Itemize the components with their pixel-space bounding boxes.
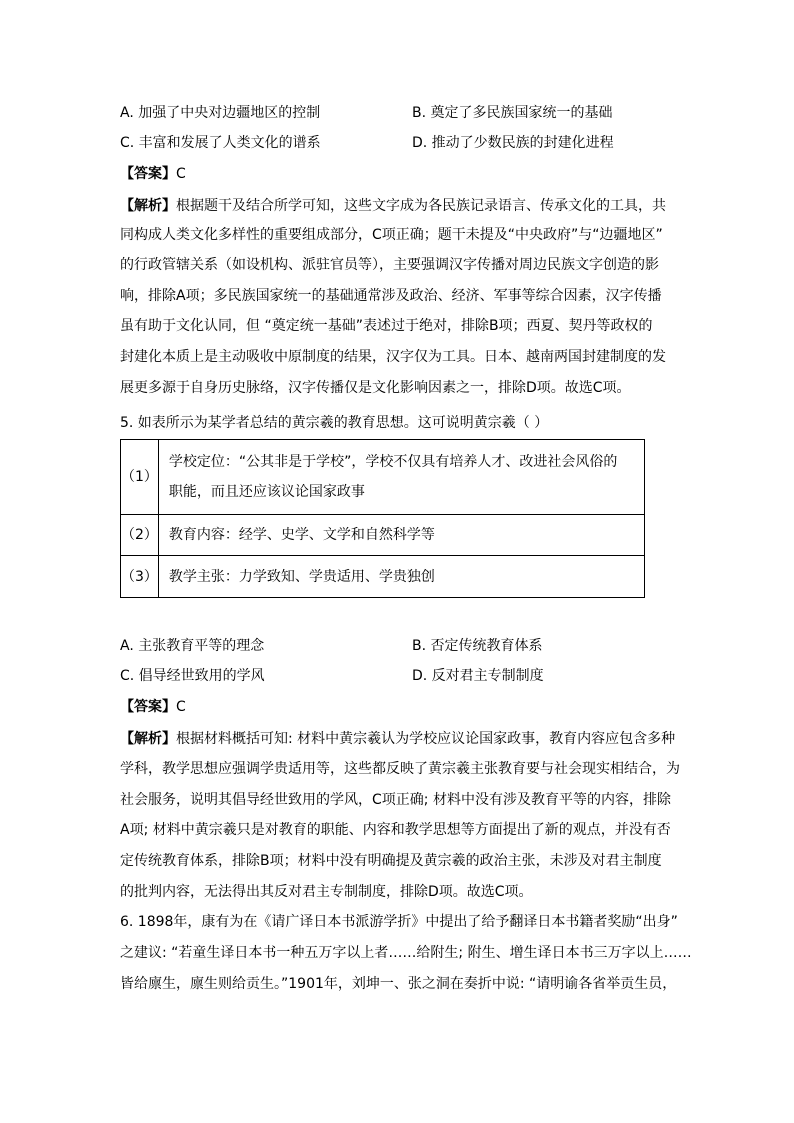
q4-analysis-line: 的行政管辖关系（如设机构、派驻官员等），主要强调汉字传播对周边民族文字创造的影 xyxy=(120,257,659,273)
q5-analysis-line: 的批判内容，无法得出其反对君主专制制度，排除D项。故选C项。 xyxy=(120,884,533,900)
analysis-text: 根据题干及结合所学可知，这些文字成为各民族记录语言、传承文化的工具，共 xyxy=(176,198,666,214)
row-content: 教学主张：力学致知、学贵适用、学贵独创 xyxy=(158,556,644,598)
q4-option-a[interactable]: A. 加强了中央对边疆地区的控制 xyxy=(120,105,321,121)
cell-text: 学校定位：“公其非是于学校”，学校不仅具有培养人才、改进社会风俗的 xyxy=(168,454,618,470)
answer-value: C xyxy=(176,166,186,182)
q5-analysis-line: 定传统教育体系，排除B项；材料中没有明确提及黄宗羲的政治主张，未涉及对君主制度 xyxy=(120,853,662,869)
q5-analysis-line xyxy=(120,729,675,749)
q5-answer xyxy=(120,697,186,717)
q5-analysis-line: A项; 材料中黄宗羲只是对教育的职能、内容和教学思想等方面提出了新的观点，并没有否 xyxy=(120,822,671,838)
q5-stem: 5. 如表所示为某学者总结的黄宗羲的教育思想。这可说明黄宗羲（ ） xyxy=(120,415,549,431)
answer-tag: 【答案】 xyxy=(120,699,176,715)
q5-option-a[interactable]: A. 主张教育平等的理念 xyxy=(120,638,265,654)
table-row xyxy=(121,515,645,556)
q4-analysis-line xyxy=(120,196,666,216)
analysis-tag: 【解析】 xyxy=(120,731,176,747)
row-content: 教育内容：经学、史学、文学和自然科学等 xyxy=(158,515,644,556)
row-content xyxy=(158,440,644,515)
q4-analysis-line: 同构成人类文化多样性的重要组成部分，C项正确；题干未提及“中央政府”与“边疆地区” xyxy=(120,227,663,243)
q4-answer xyxy=(120,164,186,184)
education-thought-table xyxy=(120,439,645,598)
q4-analysis-line: 展更多源于自身历史脉络，汉字传播仅是文化影响因素之一，排除D项。故选C项。 xyxy=(120,380,631,396)
q4-analysis-line: 虽有助于文化认同，但 “奠定统一基础”表述过于绝对，排除B项；西夏、契丹等政权的 xyxy=(120,318,653,334)
table-row xyxy=(121,556,645,598)
q4-analysis-line: 响，排除A项；多民族国家统一的基础通常涉及政治、经济、军事等综合因素，汉字传播 xyxy=(120,288,662,304)
q5-analysis-line: 学科，教学思想应强调学贵适用等，这些都反映了黄宗羲主张教育要与社会现实相结合，为 xyxy=(120,761,680,777)
q6-stem-line: 6. 1898年，康有为在《请广译日本书派游学折》中提出了给予翻译日本书籍者奖励“出身” xyxy=(120,914,678,930)
q5-option-d[interactable]: D. 反对君主专制制度 xyxy=(412,668,544,684)
row-number: （3） xyxy=(121,556,159,598)
row-number: （1） xyxy=(121,440,159,515)
q6-stem-line: 皆给廪生，廪生则给贡生。”1901年，刘坤一、张之洞在奏折中说: “请明谕各省举贡生员， xyxy=(120,976,677,992)
q5-option-c[interactable]: C. 倡导经世致用的学风 xyxy=(120,668,265,684)
q4-option-d[interactable]: D. 推动了少数民族的封建化进程 xyxy=(412,135,614,151)
q4-analysis-line: 封建化本质上是主动吸收中原制度的结果，汉字仅为工具。日本、越南两国封建制度的发 xyxy=(120,349,666,365)
q4-option-b[interactable]: B. 奠定了多民族国家统一的基础 xyxy=(412,105,613,121)
analysis-text: 根据材料概括可知: 材料中黄宗羲认为学校应议论国家政事，教育内容应包含多种 xyxy=(176,731,676,747)
cell-text: 职能，而且还应该议论国家政事 xyxy=(168,484,365,500)
q5-analysis-line: 社会服务，说明其倡导经世致用的学风，C项正确; 材料中没有涉及教育平等的内容，排除 xyxy=(120,792,671,808)
table-row xyxy=(121,440,645,515)
row-number: （2） xyxy=(121,515,159,556)
analysis-tag: 【解析】 xyxy=(120,198,176,214)
q4-option-c[interactable]: C. 丰富和发展了人类文化的谱系 xyxy=(120,135,321,151)
q5-option-b[interactable]: B. 否定传统教育体系 xyxy=(412,638,543,654)
q6-stem-line: 之建议: “若童生译日本书一种五万字以上者……给附生; 附生、增生译日本书三万字以上…… xyxy=(120,945,692,961)
answer-tag: 【答案】 xyxy=(120,166,176,182)
answer-value: C xyxy=(176,699,186,715)
